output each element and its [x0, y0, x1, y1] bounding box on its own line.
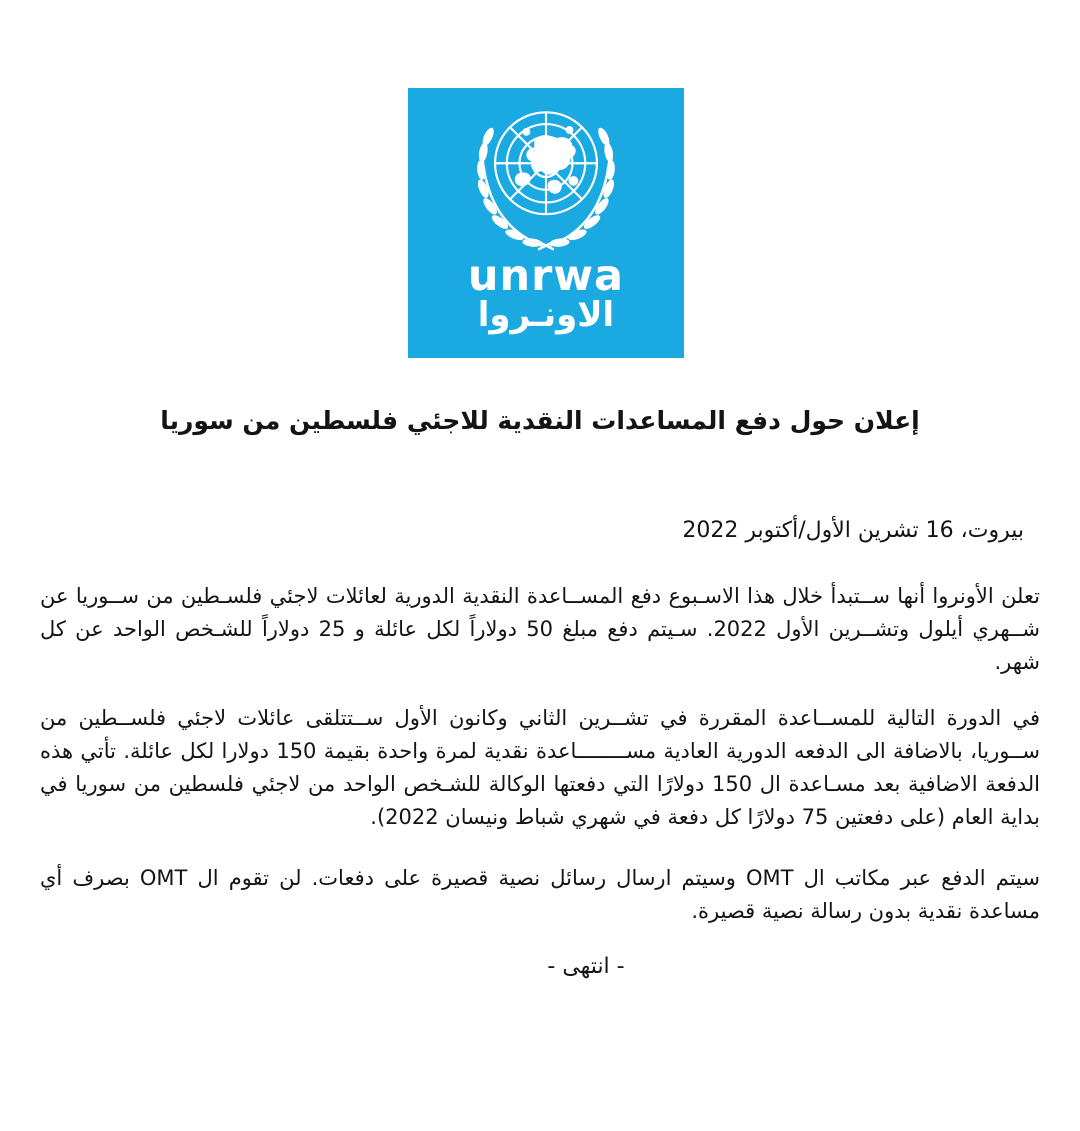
document-title: إعلان حول دفع المساعدات النقدية للاجئي فلسطين من سوريا — [160, 406, 920, 435]
paragraph-payment-announcement: تعلن الأونروا أنها ســتبدأ خلال هذا الاسـبوع دفع المســاعدة النقدية الدورية لعائلات لاجئي فلسـطين من ســوريا عن شــهري أيلول وتشــرين الأول 2022. سـيتم دفع مبلغ 50 دولاراً لكل عائلة و 25 دولاراً للشـخص الواحد عن كل شهر. — [40, 584, 1040, 674]
unrwa-wordmark-latin: unrwa — [467, 251, 625, 301]
end-mark: - انتهى - — [547, 954, 625, 979]
un-emblem-icon — [448, 96, 644, 254]
paragraph-omt-payment-method: سيتم الدفع عبر مكاتب ال OMT وسيتم ارسال رسائل نصية قصيرة على دفعات. لن تقوم ال OMT بصرف أي مساعدة نقدية بدون رسالة نصية قصيرة. — [40, 866, 1040, 923]
unrwa-wordmark-arabic: الاونـروا — [477, 295, 615, 335]
unrwa-logo — [408, 88, 684, 358]
dateline: بيروت، 16 تشرين الأول/أكتوبر 2022 — [682, 518, 1024, 543]
paragraph-next-round-details: في الدورة التالية للمســاعدة المقررة في تشــرين الثاني وكانون الأول ســتتلقى عائلات لاجئي فلســطين من ســوريا، بالاضافة الى الدفعه الدورية العادية مســــــــاعدة نقدية لمرة واحدة بقيمة 150 دولارا لكل عائلة. تأتي هذه الدفعة الاضافية بعد مسـاعدة ال 150 دولارًا التي دفعتها الوكالة للشـخص الواحد من لاجئي فلسطين من سوريا في بداية العام (على دفعتين 75 دولارًا كل دفعة في شهري شباط ونيسان 2022). — [40, 706, 1040, 829]
